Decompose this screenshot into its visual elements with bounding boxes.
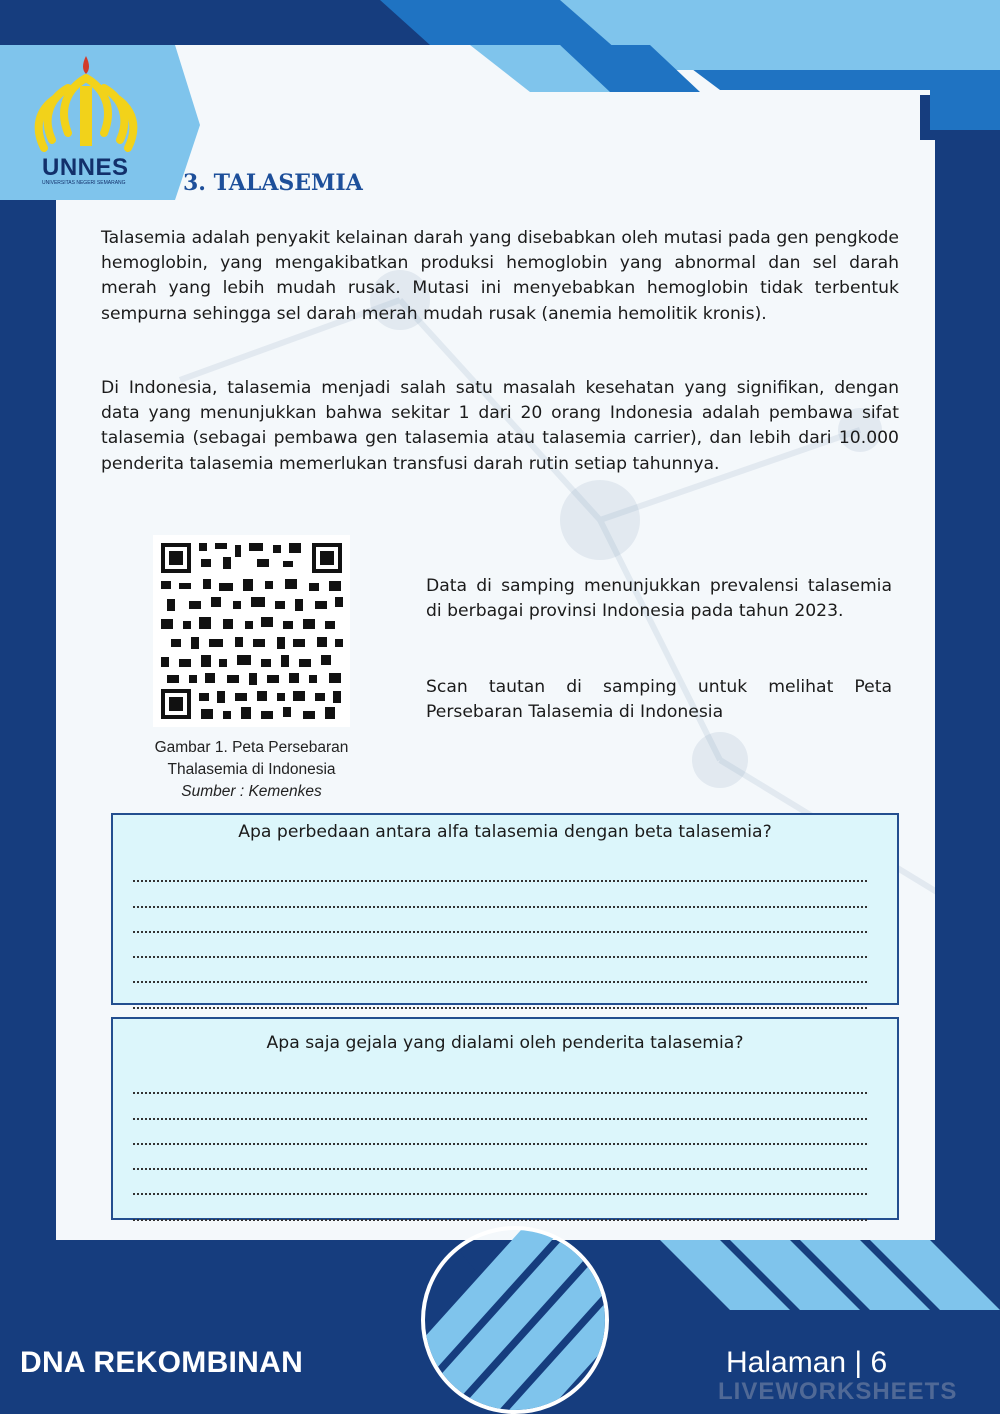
paragraph-definition: Talasemia adalah penyakit kelainan darah yang disebabkan oleh mutasi pada gen pengkode hemoglobin, yang mengakibatkan produksi hemoglobin yang abnormal dan sel darah merah yang lebih mudah rusak. Mutasi ini menyebabkan hemoglobin tidak terbentuk sempurna sehingga sel darah merah mudah rusak (anemia hemolitik kronis). (101, 228, 899, 324)
logo-wordmark: UNNES (42, 154, 129, 181)
question-box-1 (111, 813, 899, 1005)
caption-line-2: Thalasemia di Indonesia (167, 761, 336, 778)
answer-line[interactable] (133, 1145, 867, 1170)
answer-line[interactable] (133, 933, 867, 958)
answer-line[interactable] (133, 983, 867, 1008)
qr-code[interactable] (153, 535, 350, 727)
answer-line[interactable] (133, 958, 867, 983)
caption-line-1: Gambar 1. Peta Persebaran (154, 739, 349, 756)
section-title: 3. TALASEMIA (183, 170, 363, 196)
side-text-data: Data di samping menunjukkan prevalensi talasemia di berbagai provinsi Indonesia pada tahun 2023. (426, 576, 892, 622)
answer-line[interactable] (133, 1195, 867, 1220)
answer-area-1[interactable] (133, 857, 867, 1009)
answer-area-2[interactable] (133, 1069, 867, 1221)
answer-line[interactable] (133, 1094, 867, 1119)
side-text-scan: Scan tautan di samping untuk melihat Peta Persebaran Talasemia di Indonesia (426, 677, 892, 723)
question-box-2 (111, 1017, 899, 1220)
answer-line[interactable] (133, 882, 867, 907)
book-title: DNA REKOMBINAN (20, 1346, 304, 1379)
question-2-text: Apa saja gejala yang dialami oleh penderita talasemia? (266, 1033, 744, 1053)
figure-caption (130, 737, 373, 803)
logo-subtext: UNIVERSITAS NEGERI SEMARANG (42, 180, 126, 186)
answer-line[interactable] (133, 1069, 867, 1094)
paragraph-indonesia: Di Indonesia, talasemia menjadi salah satu masalah kesehatan yang signifikan, dengan data yang menunjukkan bahwa sekitar 1 dari 20 orang Indonesia adalah pembawa sifat talasemia (sebagai pembawa gen talasemia atau talasemia carrier), dan lebih dari 10.000 penderita talasemia memerlukan transfusi darah rutin setiap tahunnya. (101, 378, 899, 474)
answer-line[interactable] (133, 908, 867, 933)
watermark: LIVEWORKSHEETS (718, 1378, 958, 1405)
answer-line[interactable] (133, 1120, 867, 1145)
page-number: Halaman | 6 (726, 1346, 888, 1379)
caption-source: Sumber : Kemenkes (181, 783, 322, 800)
answer-line[interactable] (133, 1170, 867, 1195)
question-1-text: Apa perbedaan antara alfa talasemia dengan beta talasemia? (238, 822, 772, 842)
answer-line[interactable] (133, 857, 867, 882)
